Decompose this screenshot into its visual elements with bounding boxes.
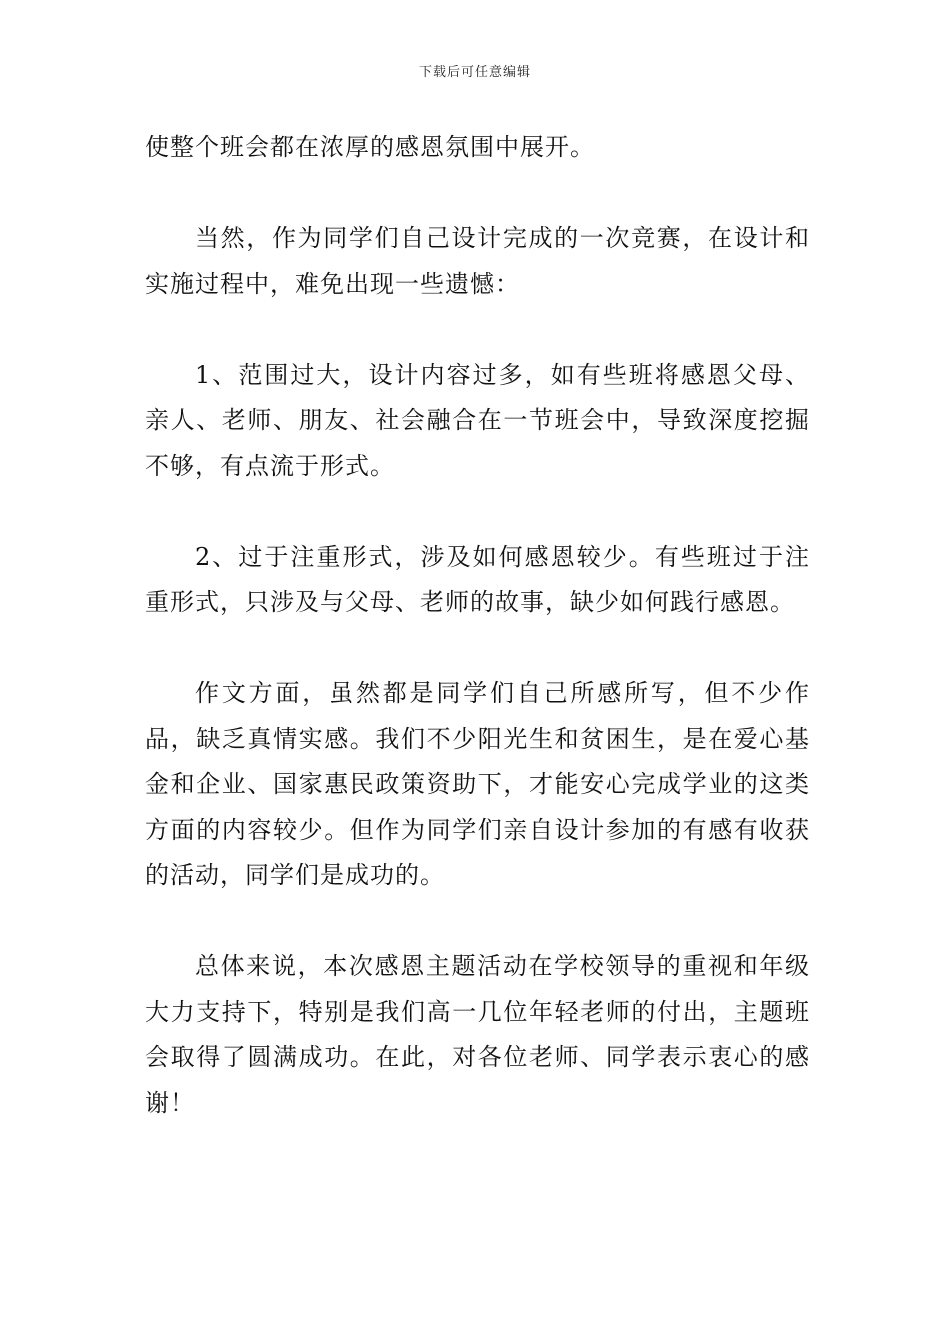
paragraph-regret-1: 1、范围过大，设计内容过多，如有些班将感恩父母、亲人、老师、朋友、社会融合在一节班会中，导致深度挖掘不够，有点流于形式。 (145, 360, 810, 480)
paragraph-essays: 作文方面，虽然都是同学们自己所感所写，但不少作品，缺乏真情实感。我们不少阳光生和贫困生，是在爱心基金和企业、国家惠民政策资助下，才能安心完成学业的这类方面的内容较少。但作为同学们亲自设计参加的有感有收获的活动，同学们是成功的。 (145, 679, 810, 889)
paragraph-conclusion: 总体来说，本次感恩主题活动在学校领导的重视和年级大力支持下，特别是我们高一几位年轻老师的付出，主题班会取得了圆满成功。在此，对各位老师、同学表示衷心的感谢！ (145, 952, 810, 1117)
document-body (145, 125, 810, 1172)
paragraph-regret-2: 2、过于注重形式，涉及如何感恩较少。有些班过于注重形式，只涉及与父母、老师的故事，缺少如何践行感恩。 (145, 542, 810, 616)
paragraph-continuation: 使整个班会都在浓厚的感恩氛围中展开。 (145, 133, 595, 161)
paragraph-regrets-intro: 当然，作为同学们自己设计完成的一次竞赛，在设计和实施过程中，难免出现一些遗憾： (145, 224, 810, 298)
page-header: 下载后可任意编辑 (418, 65, 531, 80)
